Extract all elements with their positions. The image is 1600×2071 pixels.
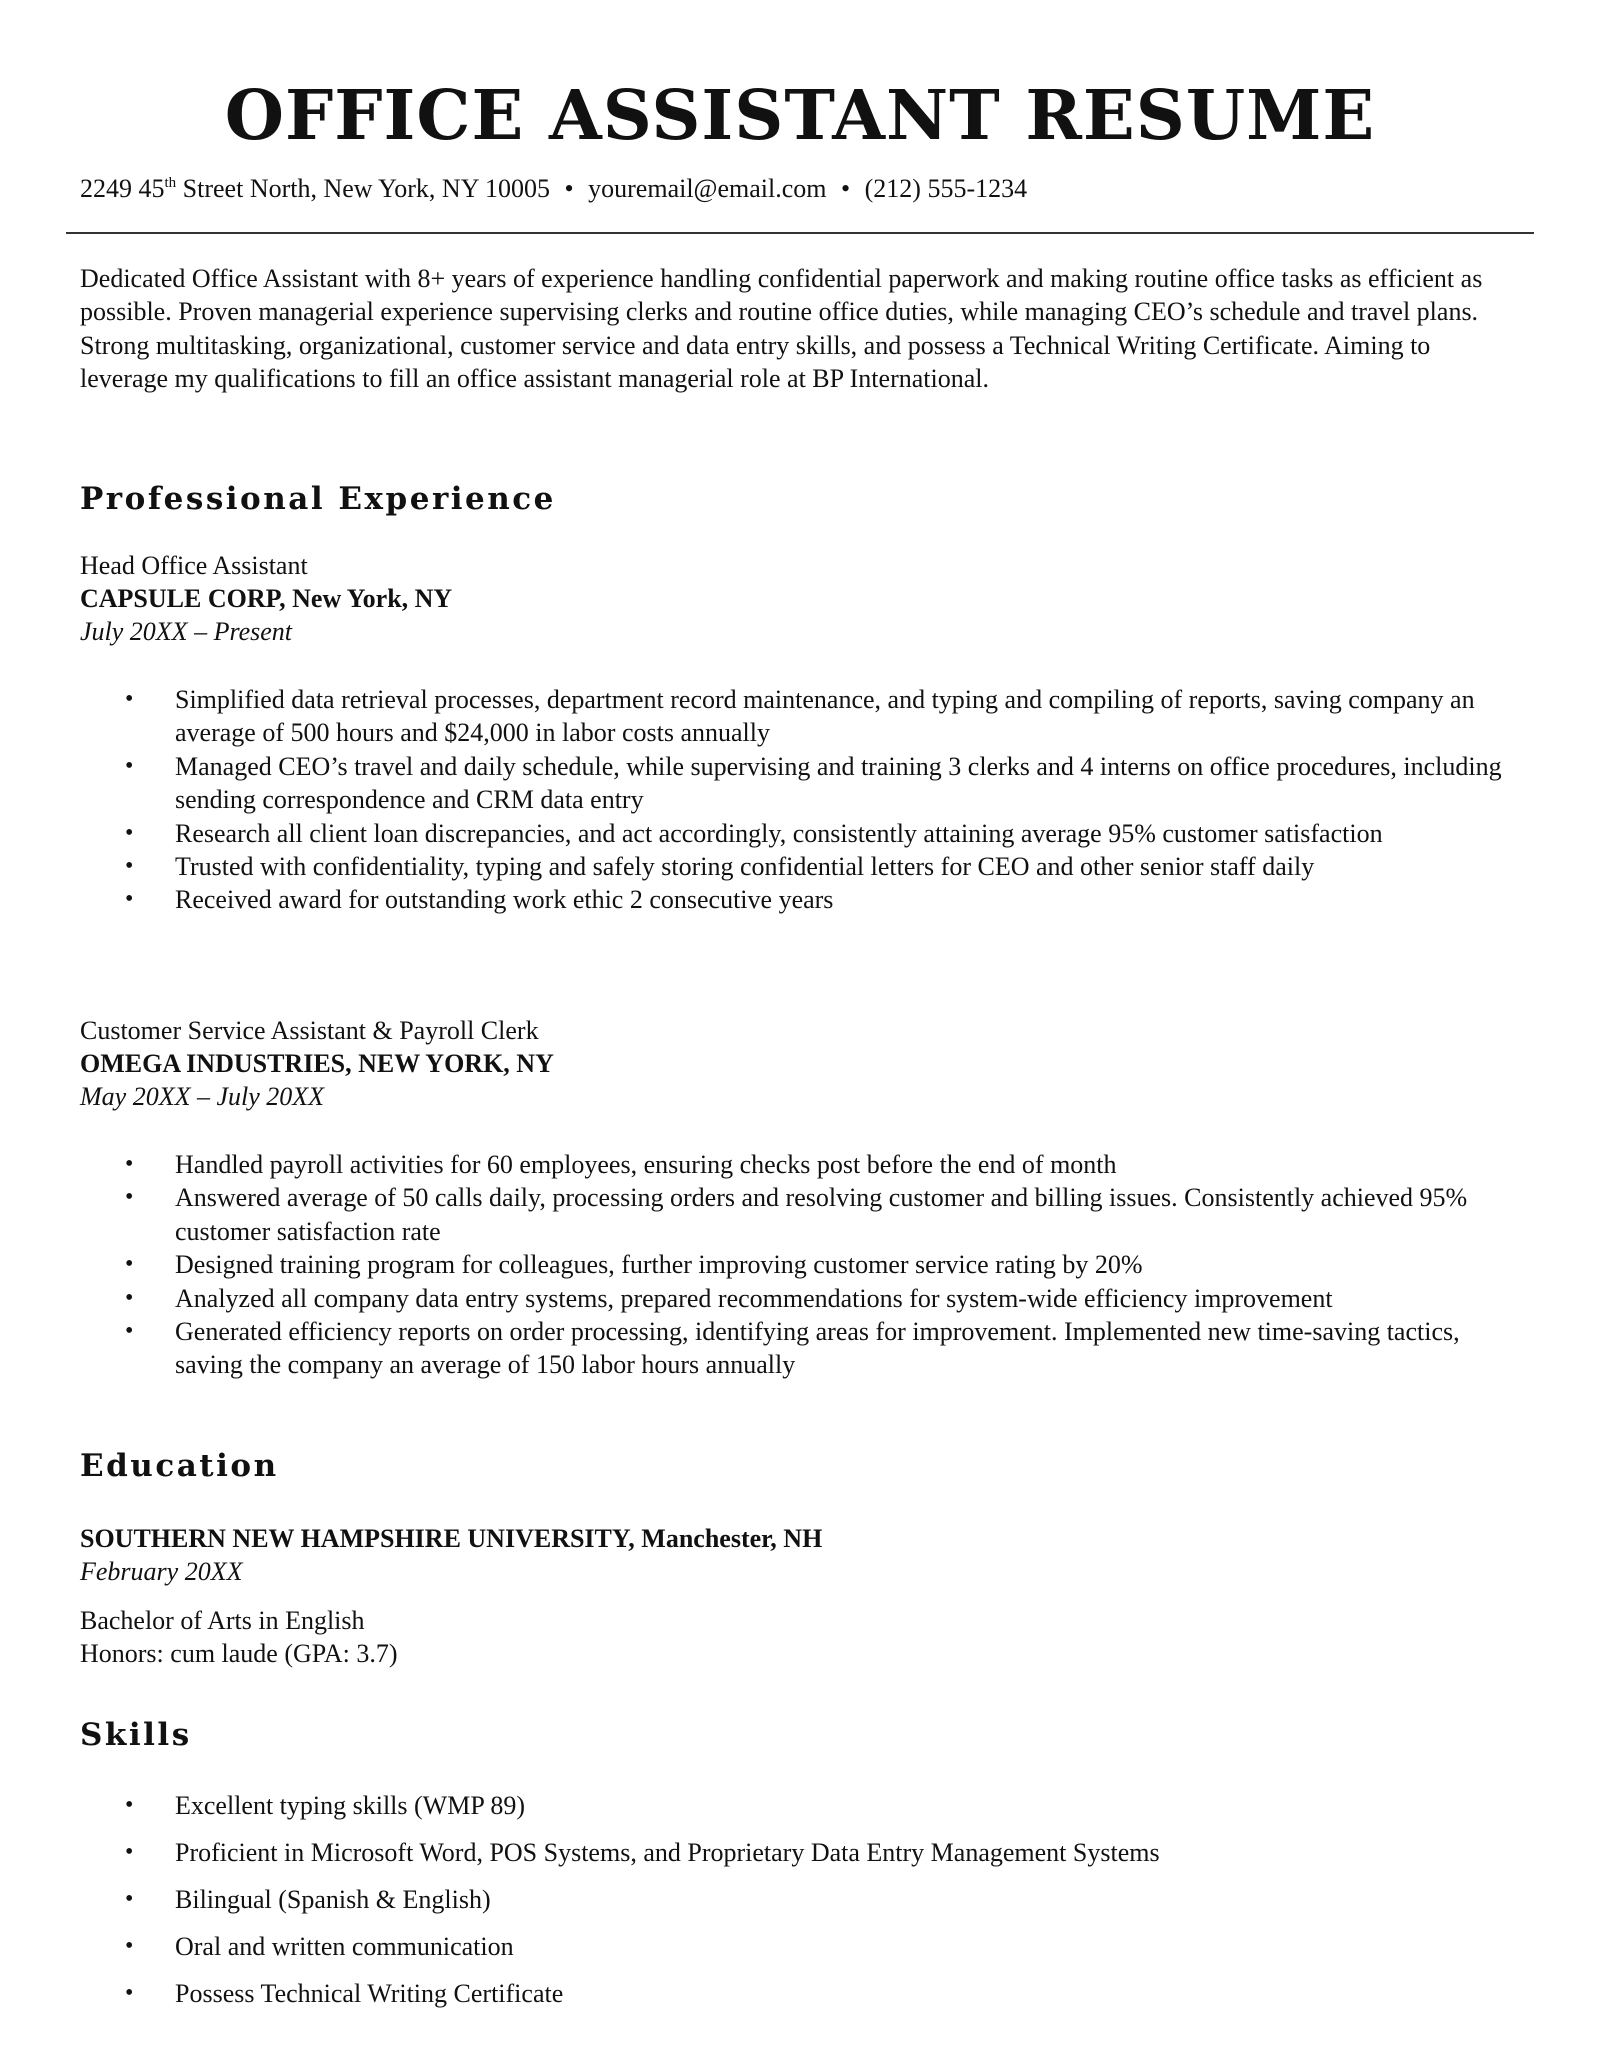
bullet-text: Managed CEO’s travel and daily schedule, while supervising and training 3 clerks and 4 interns on office procedures, including sending correspondence and CRM data entry bbox=[175, 751, 1502, 815]
job-company: CAPSULE CORP, New York, NY bbox=[80, 584, 453, 613]
job-bullets bbox=[0, 683, 1520, 917]
bullet-icon: • bbox=[125, 1151, 134, 1177]
list-item bbox=[0, 683, 1520, 750]
bullet-icon: • bbox=[125, 1885, 134, 1912]
header-divider bbox=[66, 232, 1534, 234]
education-heading: Education bbox=[80, 1448, 279, 1484]
list-item bbox=[0, 1789, 1520, 1822]
bullet-icon: • bbox=[125, 1932, 134, 1959]
bullet-icon: • bbox=[125, 819, 134, 846]
bullet-text: Answered average of 50 calls daily, processing orders and resolving customer and billing issues. Consistently achieved 95% customer satisfaction rate bbox=[175, 1183, 1468, 1246]
skill-text: Proficient in Microsoft Word, POS Systems, and Proprietary Data Entry Management Systems bbox=[175, 1837, 1160, 1867]
list-item bbox=[0, 1930, 1520, 1963]
bullet-text: Generated efficiency reports on order processing, identifying areas for improvement. Implemented new time-saving tactics, saving the company an average of 150 labor hours annually bbox=[175, 1317, 1460, 1380]
bullet-text: Simplified data retrieval processes, department record maintenance, and typing and compiling of reports, saving company an average of 500 hours and $24,000 in labor costs annually bbox=[175, 685, 1475, 748]
education-degree: Bachelor of Arts in English bbox=[80, 1606, 365, 1635]
job-bullets bbox=[0, 1148, 1520, 1382]
resume-title: OFFICE ASSISTANT RESUME bbox=[224, 76, 1376, 156]
education-school: SOUTHERN NEW HAMPSHIRE UNIVERSITY, Manchester, NH bbox=[80, 1524, 823, 1553]
bullet-icon: • bbox=[125, 1318, 134, 1345]
bullet-text: Received award for outstanding work ethic 2 consecutive years bbox=[175, 885, 834, 915]
address-suffix: th bbox=[164, 175, 177, 191]
skill-text: Possess Technical Writing Certificate bbox=[175, 1978, 564, 2008]
bullet-icon: • bbox=[125, 886, 134, 913]
skills-list bbox=[0, 1789, 1520, 2024]
list-item bbox=[0, 1315, 1520, 1382]
list-item bbox=[0, 1977, 1520, 2010]
list-item bbox=[0, 1836, 1520, 1869]
experience-heading: Professional Experience bbox=[80, 481, 556, 517]
bullet-text: Analyzed all company data entry systems, prepared recommendations for system-wide efficiency improvement bbox=[175, 1283, 1333, 1313]
job-title: Customer Service Assistant & Payroll Clerk bbox=[80, 1016, 539, 1045]
bullet-text: Handled payroll activities for 60 employees, ensuring checks post before the end of month bbox=[175, 1150, 1117, 1179]
address-number: 2249 45 bbox=[80, 174, 165, 203]
bullet-text: Designed training program for colleagues, further improving customer service rating by 20% bbox=[175, 1250, 1143, 1280]
skill-text: Bilingual (Spanish & English) bbox=[175, 1884, 491, 1914]
bullet-icon: • bbox=[125, 1184, 134, 1211]
bullet-text: Research all client loan discrepancies, and act accordingly, consistently attaining average 95% customer satisfaction bbox=[175, 818, 1383, 848]
phone: (212) 555-1234 bbox=[864, 174, 1028, 203]
bullet-icon: • bbox=[125, 1838, 134, 1865]
bullet-text: Trusted with confidentiality, typing and safely storing confidential letters for CEO and other senior staff daily bbox=[175, 852, 1315, 882]
separator-dot: • bbox=[564, 174, 574, 203]
bullet-icon: • bbox=[125, 686, 134, 712]
bullet-icon: • bbox=[125, 1979, 134, 2006]
address bbox=[80, 174, 550, 203]
contact-line bbox=[80, 176, 1027, 202]
job-dates: May 20XX – July 20XX bbox=[80, 1082, 325, 1111]
job-dates: July 20XX – Present bbox=[80, 617, 293, 646]
skill-text: Excellent typing skills (WMP 89) bbox=[175, 1791, 525, 1820]
skill-text: Oral and written communication bbox=[175, 1931, 514, 1961]
skills-heading: Skills bbox=[80, 1717, 192, 1753]
list-item bbox=[0, 750, 1520, 817]
list-item bbox=[0, 1883, 1520, 1916]
list-item bbox=[0, 1181, 1520, 1248]
education-honors: Honors: cum laude (GPA: 3.7) bbox=[80, 1639, 398, 1668]
list-item bbox=[0, 817, 1520, 850]
address-street: Street North, New York, NY 10005 bbox=[176, 174, 551, 203]
list-item bbox=[0, 883, 1520, 916]
separator-dot: • bbox=[841, 174, 851, 203]
bullet-icon: • bbox=[125, 1792, 134, 1818]
bullet-icon: • bbox=[125, 1284, 134, 1311]
list-item bbox=[0, 1248, 1520, 1281]
list-item bbox=[0, 1148, 1520, 1181]
education-date: February 20XX bbox=[80, 1557, 243, 1586]
bullet-icon: • bbox=[125, 752, 134, 779]
email: youremail@email.com bbox=[588, 174, 827, 203]
job-company: OMEGA INDUSTRIES, NEW YORK, NY bbox=[80, 1049, 554, 1078]
list-item bbox=[0, 850, 1520, 883]
bullet-icon: • bbox=[125, 1251, 134, 1278]
summary-paragraph: Dedicated Office Assistant with 8+ years of experience handling confidential paperwork and making routine office tasks as efficient as possible. Proven managerial experience supervising clerks and routine office duties, while managing CEO’s schedule and travel plans. Strong multitasking, organizational, customer service and data entry skills, and possess a Technical Writing Certificate. Aiming to leverage my qualifications to fill an office assistant managerial role at BP International. bbox=[80, 264, 1483, 394]
list-item bbox=[0, 1282, 1520, 1315]
job-title: Head Office Assistant bbox=[80, 551, 308, 580]
bullet-icon: • bbox=[125, 853, 134, 880]
